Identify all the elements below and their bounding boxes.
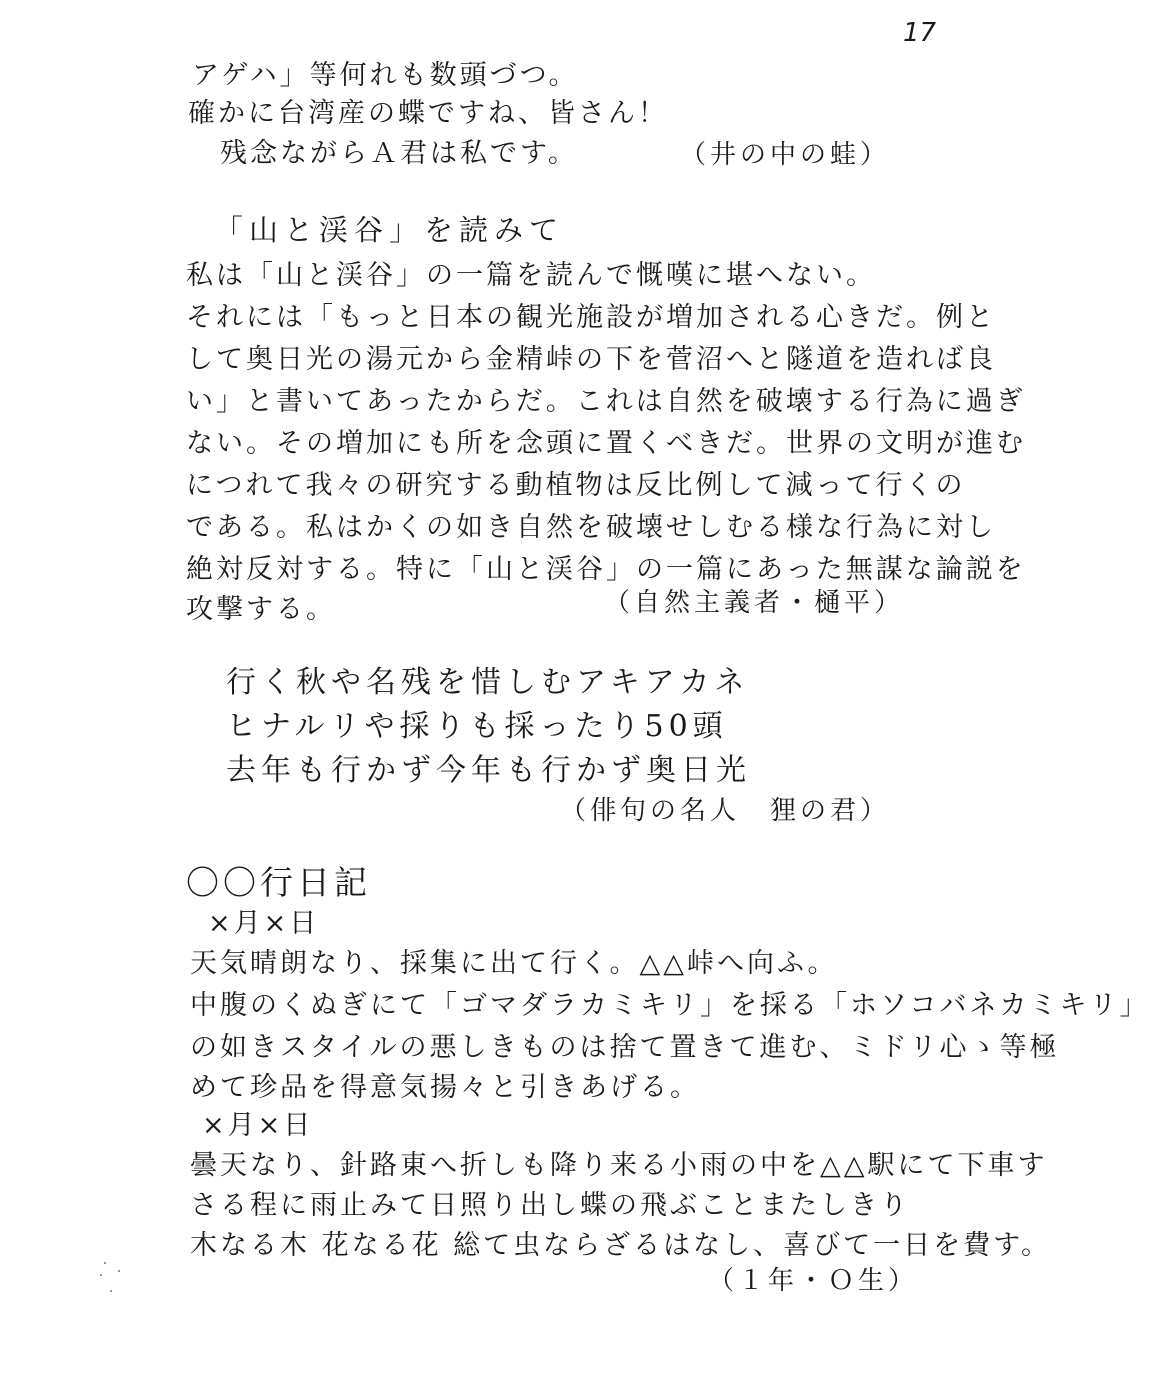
diary-signature: （１年・Ｏ生） [708,1266,919,1296]
diary-title: 〇〇行日記 [186,863,371,902]
haiku-line-2: ヒナルリや採りも採ったり50頭 [226,709,728,744]
haiku-line-1: 行く秋や名残を惜しむアキアカネ [226,665,750,700]
section2-line-2: それには「もっと日本の観光施設が増加される心きだ。例と [186,302,996,333]
section2-line-4: い」と書いてあったからだ。これは自然を破壊する行為に過ぎ [186,386,1026,417]
diary-entry1-line-2: 中腹のくぬぎにて「ゴマダラカミキリ」を採る「ホソコバネカミキリ」 [190,990,1149,1021]
diary-entry2-line-2: さる程に雨止みて日照り出し蝶の飛ぶことまたしきり [190,1190,910,1221]
haiku-line-3: 去年も行かず今年も行かず奥日光 [226,753,751,788]
diary-entry2-line-3: 木なる木 花なる花 総て虫ならざるはなし、喜びて一日を費す。 [190,1230,1052,1261]
section1-line-2: 確かに台湾産の蝶ですね、皆さん！ [188,98,668,129]
section2-line-9: 攻撃する。 [186,594,336,625]
section2-line-8: 絶対反対する。特に「山と渓谷」の一篇にあった無謀な論説を [186,554,1026,585]
scan-speck [118,1270,120,1272]
diary-entry1-line-1: 天気晴朗なり、採集に出て行く。△△峠へ向ふ。 [190,948,838,979]
section2-line-1: 私は「山と渓谷」の一篇を読んで慨嘆に堪へない。 [186,260,876,291]
diary-entry2-date: ×月×日 [202,1110,314,1141]
page-number: 17 [903,18,937,48]
diary-entry1-date: ×月×日 [208,908,320,939]
diary-entry2-line-1: 曇天なり、針路東へ折しも降り来る小雨の中を△△駅にて下車す [190,1150,1048,1181]
section1-signature: （井の中の蛙） [680,140,891,170]
section1-line-1: アゲハ」等何れも数頭づつ。 [192,60,579,91]
scan-speck [104,1262,106,1264]
section2-line-7: である。私はかくの如き自然を破壊せしむる様な行為に対し [186,512,996,543]
section2-line-5: ない。その増加にも所を念頭に置くべきだ。世界の文明が進む [186,428,1026,459]
scan-speck [100,1274,102,1276]
haiku-signature: （俳句の名人 狸の君） [560,796,891,826]
section2-line-6: につれて我々の研究する動植物は反比例して減って行くの [186,470,966,501]
section1-line-3: 残念ながらＡ君は私です。 [220,138,578,169]
section2-title: 「山と渓谷」を読みて [214,213,565,247]
scan-speck [110,1290,112,1292]
diary-entry1-line-3: の如きスタイルの悪しきものは捨て置きて進む、ミドリ心ゝ等極 [190,1032,1060,1063]
section2-line-3: して奥日光の湯元から金精峠の下を菅沼へと隧道を造れば良 [186,344,996,375]
section2-signature: （自然主義者・樋平） [604,588,905,618]
diary-entry1-line-4: めて珍品を得意気揚々と引きあげる。 [190,1072,700,1103]
